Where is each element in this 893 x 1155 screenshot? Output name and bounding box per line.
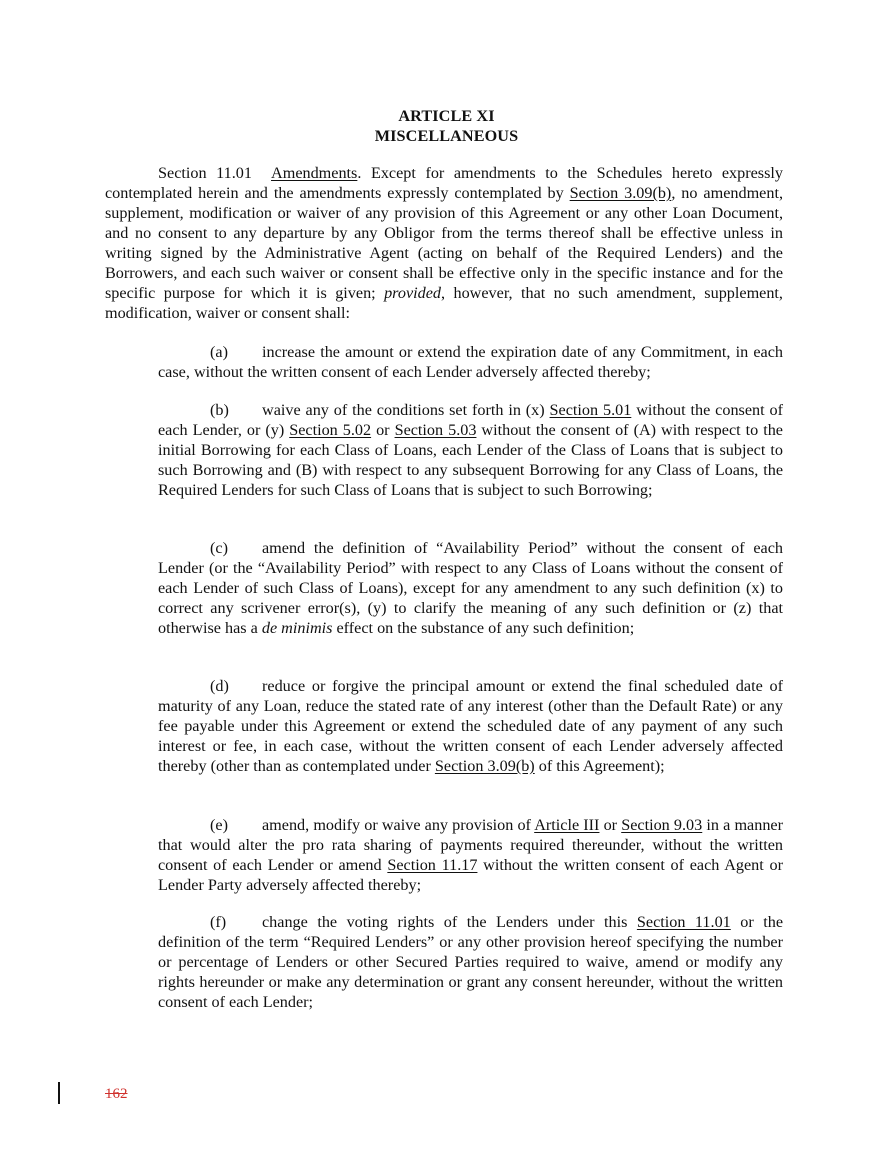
section-text-1: . Except for amendments to the Schedules hereto expressly contemplated herein and the amendments expressly contemplated by	[105, 164, 783, 202]
section-text-3: , however, that no such amendment, supplement, modification, waiver or consent shall:	[105, 284, 783, 322]
clause-e-text-4: without the written consent of each Agent or Lender Party adversely affected thereby;	[158, 856, 783, 894]
page-number: 162	[105, 1086, 128, 1102]
clause-b-text-1: waive any of the conditions set forth in (x)	[262, 401, 550, 419]
clause-f-text-2: or the definition of the term “Required Lenders” or any other provision hereof specifying the number or percentage of Lenders or other Secured Parties required to waive, amend or modify any rights hereunder or make any determination or grant any consent hereunder, without the written consent of each Lender;	[158, 913, 783, 1011]
clause-e-ref-article-iii[interactable]: Article III	[534, 816, 600, 834]
clause-f-ref-11-01[interactable]: Section 11.01	[636, 913, 731, 931]
clause-f-text-1: change the voting rights of the Lenders under this	[262, 913, 637, 931]
clause-f	[158, 912, 783, 1012]
clause-a	[158, 342, 783, 382]
clause-d	[158, 676, 783, 776]
clause-c-text-1: amend the definition of “Availability Period” without the consent of each Lender (or the “Availability Period” with respect to any Class of Loans without the consent of each Lender of such Class of Loans), except for any amendment to any such definition (x) to correct any scrivener error(s), (y) to clarify the meaning of any such definition or (z) that otherwise has a	[158, 539, 783, 637]
section-ref-3-09b[interactable]: Section 3.09(b)	[569, 184, 672, 202]
clause-b	[158, 400, 783, 500]
clause-a-text: increase the amount or extend the expiration date of any Commitment, in each case, without the written consent of each Lender adversely affected thereby;	[158, 343, 783, 381]
clause-c	[158, 538, 783, 638]
clause-e-ref-11-17[interactable]: Section 11.17	[387, 856, 478, 874]
clause-b-ref-5-01[interactable]: Section 5.01	[549, 401, 632, 419]
clause-e	[158, 815, 783, 895]
clause-e-text-3: in a manner that would alter the pro rata sharing of payments required thereunder, without the written consent of each Lender or amend	[158, 816, 783, 874]
section-text-2: , no amendment, supplement, modification or waiver of any provision of this Agreement or any other Loan Document, and no consent to any departure by any Obligor from the terms thereof shall be effective unless in writing signed by the Administrative Agent (acting on behalf of the Required Lenders) and the Borrowers, and each such waiver or consent shall be effective only in the specific instance and for the specific purpose for which it is given;	[105, 184, 783, 302]
clause-d-marker: (d)	[210, 677, 229, 695]
clause-d-text-1: reduce or forgive the principal amount or extend the final scheduled date of maturity of any Loan, reduce the stated rate of any interest (other than the Default Rate) or any fee payable under this Agreement or extend the scheduled date of any payment of any such interest or fee, in each case, without the written consent of each Lender adversely affected thereby (other than as contemplated under	[158, 677, 783, 775]
clause-b-ref-5-02[interactable]: Section 5.02	[289, 421, 372, 439]
clause-e-text-1: amend, modify or waive any provision of	[262, 816, 535, 834]
clause-d-text-2: of this Agreement);	[534, 757, 665, 775]
clause-f-marker: (f)	[210, 913, 227, 931]
clause-d-ref-3-09b[interactable]: Section 3.09(b)	[434, 757, 535, 775]
clause-e-text-2: or	[599, 816, 622, 834]
revision-change-bar	[58, 1082, 60, 1104]
clause-e-marker: (e)	[210, 816, 228, 834]
clause-b-text-4: without the consent of (A) with respect to the initial Borrowing for each Class of Loans, each Lender of the Class of Loans that is subject to such Borrowing and (B) with respect to any subsequent Borrowing for any Class of Loans, the Required Lenders for such Class of Loans that is subject to such Borrowing;	[158, 421, 783, 499]
clause-c-text-2: effect on the substance of any such definition;	[332, 619, 635, 637]
clause-b-text-2: without the consent of each Lender, or (y)	[158, 401, 783, 439]
section-heading: Amendments	[271, 164, 358, 182]
clause-b-marker: (b)	[210, 401, 229, 419]
section-11-01-paragraph	[105, 163, 783, 323]
article-title: MISCELLANEOUS	[374, 127, 519, 145]
section-label: Section 11.01	[158, 164, 252, 182]
clause-a-marker: (a)	[210, 343, 228, 361]
clause-b-text-3: or	[371, 421, 395, 439]
article-number: ARTICLE XI	[398, 107, 495, 125]
clause-c-de-minimis: de minimis	[261, 619, 333, 637]
clause-b-ref-5-03[interactable]: Section 5.03	[394, 421, 477, 439]
clause-c-marker: (c)	[210, 539, 228, 557]
provided-italic: provided	[384, 284, 442, 302]
clause-e-ref-9-03[interactable]: Section 9.03	[621, 816, 703, 834]
